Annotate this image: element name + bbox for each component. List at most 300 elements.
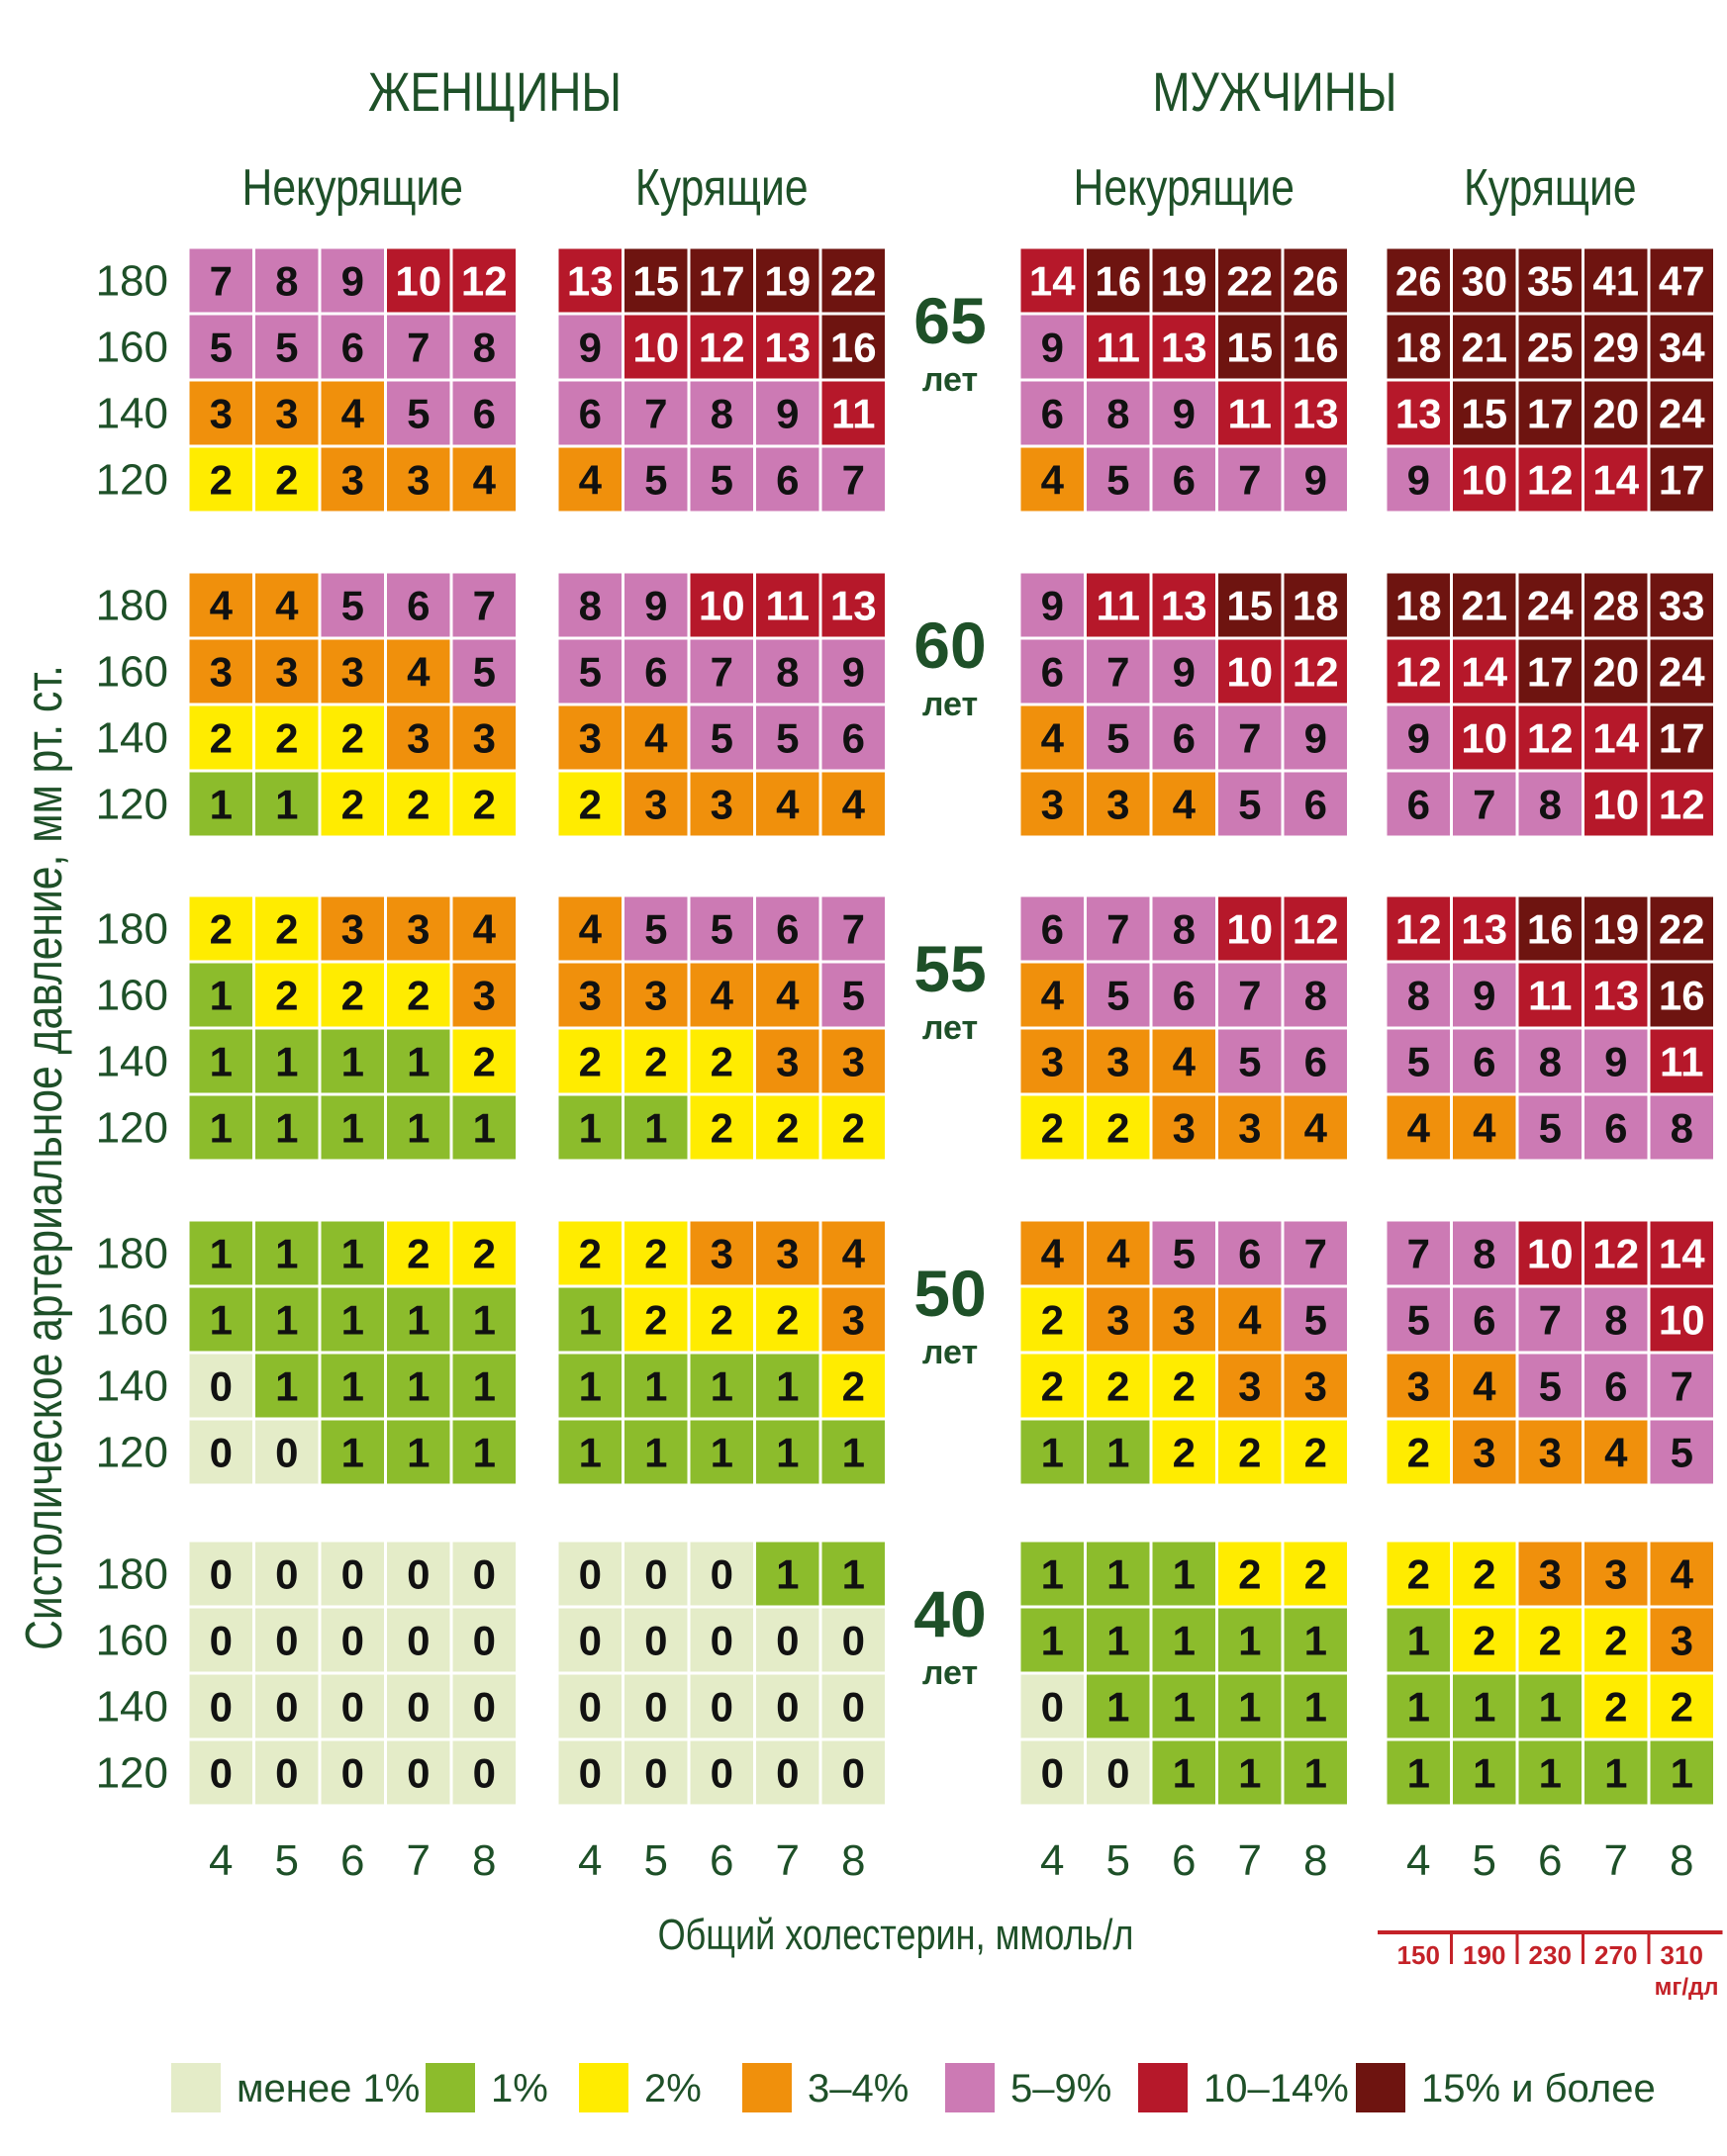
risk-value-label: 41 <box>1592 257 1640 305</box>
risk-value-label: 29 <box>1592 324 1640 371</box>
risk-value-label: 0 <box>340 1749 364 1797</box>
risk-value-label: 1 <box>1406 1749 1430 1797</box>
legend-item <box>171 2063 420 2112</box>
risk-value-label: 19 <box>1160 257 1207 305</box>
risk-value-label: 0 <box>776 1683 800 1731</box>
risk-value-label: 12 <box>1526 714 1574 762</box>
age-group-40 <box>96 1541 1715 1806</box>
risk-value-label: 3 <box>776 1038 800 1085</box>
risk-value-label: 15 <box>1461 390 1508 437</box>
risk-value-label: 20 <box>1592 390 1640 437</box>
risk-value-label: 6 <box>776 456 800 504</box>
risk-value-label: 16 <box>1292 324 1339 371</box>
risk-value-label: 2 <box>1172 1362 1196 1410</box>
legend-label: 10–14% <box>1203 2067 1349 2110</box>
risk-value-label: 2 <box>644 1230 668 1277</box>
risk-value-label: 1 <box>1538 1749 1562 1797</box>
risk-value-label: 6 <box>1473 1296 1496 1344</box>
risk-value-label: 1 <box>209 972 233 1019</box>
grid-men-nonsmoking <box>1019 895 1349 1161</box>
legend-item <box>945 2063 1111 2112</box>
y-tick-label: 160 <box>95 1616 168 1665</box>
risk-value-label: 1 <box>1670 1749 1693 1797</box>
risk-value-label: 0 <box>841 1683 865 1731</box>
y-tick-label: 140 <box>95 1682 168 1732</box>
risk-value-label: 3 <box>1040 781 1064 828</box>
risk-value-label: 3 <box>275 390 299 437</box>
risk-value-label: 12 <box>1292 905 1339 953</box>
risk-value-label: 3 <box>644 972 668 1019</box>
risk-value-label: 10 <box>395 257 442 305</box>
risk-value-label: 13 <box>1160 582 1207 629</box>
x-tick-label: 4 <box>1406 1836 1431 1885</box>
risk-value-label: 6 <box>578 390 602 437</box>
risk-value-label: 18 <box>1394 324 1442 371</box>
risk-value-label: 0 <box>472 1749 496 1797</box>
risk-value-label: 4 <box>340 390 364 437</box>
risk-value-label: 6 <box>841 714 865 762</box>
risk-value-label: 4 <box>472 905 496 953</box>
risk-value-label: 6 <box>1238 1230 1262 1277</box>
risk-value-label: 3 <box>209 648 233 696</box>
risk-value-label: 0 <box>644 1683 668 1731</box>
risk-value-label: 35 <box>1526 257 1574 305</box>
risk-value-label: 5 <box>1538 1104 1562 1152</box>
y-tick-label: 140 <box>95 389 168 438</box>
y-tick-label: 120 <box>95 1748 168 1798</box>
risk-value-label: 1 <box>407 1104 431 1152</box>
risk-value-label: 5 <box>209 324 233 371</box>
risk-value-label: 5 <box>644 905 668 953</box>
legend-item <box>579 2063 702 2112</box>
risk-value-label: 0 <box>578 1683 602 1731</box>
subtitle-women-smoking: Курящие <box>634 159 809 218</box>
legend-label: 2% <box>644 2067 702 2110</box>
risk-value-label: 1 <box>578 1362 602 1410</box>
risk-value-label: 7 <box>1473 781 1496 828</box>
risk-value-label: 10 <box>1592 781 1640 828</box>
risk-value-label: 24 <box>1526 582 1574 629</box>
risk-value-label: 4 <box>209 582 233 629</box>
risk-value-label: 0 <box>644 1617 668 1664</box>
risk-value-label: 18 <box>1394 582 1442 629</box>
x-tick-label: 7 <box>1237 1836 1262 1885</box>
legend-swatch <box>742 2063 792 2112</box>
risk-value-label: 1 <box>578 1104 602 1152</box>
risk-value-label: 13 <box>1160 324 1207 371</box>
risk-value-label: 4 <box>1172 781 1196 828</box>
risk-value-label: 3 <box>1172 1104 1196 1152</box>
risk-value-label: 1 <box>776 1550 800 1598</box>
risk-value-label: 4 <box>407 648 431 696</box>
risk-value-label: 4 <box>1040 1230 1064 1277</box>
risk-value-label: 9 <box>644 582 668 629</box>
risk-value-label: 2 <box>1303 1550 1327 1598</box>
age-unit-label: лет <box>921 1654 979 1692</box>
risk-value-label: 4 <box>1238 1296 1262 1344</box>
risk-value-label: 8 <box>1670 1104 1693 1152</box>
risk-value-label: 15 <box>1226 582 1274 629</box>
age-unit-label: лет <box>921 1334 979 1371</box>
risk-value-label: 3 <box>472 972 496 1019</box>
risk-value-label: 7 <box>841 905 865 953</box>
subtitle-men-nonsmoking: Некурящие <box>1073 159 1295 218</box>
risk-value-label: 1 <box>1172 1550 1196 1598</box>
risk-value-label: 1 <box>1406 1617 1430 1664</box>
risk-value-label: 7 <box>1238 972 1262 1019</box>
x-tick-label: 5 <box>1472 1836 1496 1885</box>
risk-value-label: 2 <box>1040 1104 1064 1152</box>
risk-value-label: 12 <box>1292 648 1339 696</box>
risk-value-label: 2 <box>275 972 299 1019</box>
risk-value-label: 10 <box>1658 1296 1705 1344</box>
risk-value-label: 2 <box>209 456 233 504</box>
x-tick-label: 4 <box>1040 1836 1065 1885</box>
risk-value-label: 1 <box>275 1296 299 1344</box>
risk-value-label: 16 <box>1095 257 1142 305</box>
risk-value-label: 0 <box>776 1617 800 1664</box>
unit-scale-unit: мг/дл <box>1654 1974 1719 2001</box>
legend <box>171 2063 1656 2112</box>
risk-value-label: 5 <box>1172 1230 1196 1277</box>
risk-value-label: 0 <box>578 1617 602 1664</box>
risk-value-label: 10 <box>1461 456 1508 504</box>
risk-value-label: 0 <box>1106 1749 1130 1797</box>
risk-value-label: 25 <box>1526 324 1574 371</box>
risk-value-label: 1 <box>841 1429 865 1476</box>
risk-value-label: 17 <box>698 257 745 305</box>
risk-value-label: 5 <box>275 324 299 371</box>
risk-value-label: 1 <box>209 781 233 828</box>
risk-value-label: 5 <box>1106 714 1130 762</box>
risk-value-label: 2 <box>1604 1617 1628 1664</box>
risk-value-label: 3 <box>841 1296 865 1344</box>
risk-value-label: 2 <box>1670 1683 1693 1731</box>
risk-value-label: 1 <box>275 781 299 828</box>
risk-value-label: 3 <box>1473 1429 1496 1476</box>
risk-value-label: 9 <box>776 390 800 437</box>
risk-value-label: 6 <box>644 648 668 696</box>
risk-value-label: 1 <box>1040 1550 1064 1598</box>
risk-value-label: 7 <box>710 648 733 696</box>
x-tick-label: 8 <box>841 1836 866 1885</box>
grid-women-nonsmoking <box>188 1541 518 1806</box>
risk-grids <box>96 247 1715 1806</box>
risk-value-label: 5 <box>472 648 496 696</box>
x-tick-label: 8 <box>1670 1836 1694 1885</box>
x-tick-label: 4 <box>578 1836 603 1885</box>
risk-value-label: 21 <box>1461 324 1508 371</box>
risk-value-label: 16 <box>1658 972 1705 1019</box>
risk-value-label: 3 <box>710 781 733 828</box>
risk-value-label: 6 <box>1040 648 1064 696</box>
risk-value-label: 15 <box>1226 324 1274 371</box>
risk-value-label: 14 <box>1461 648 1508 696</box>
risk-value-label: 4 <box>1040 456 1064 504</box>
risk-value-label: 5 <box>1303 1296 1327 1344</box>
risk-value-label: 1 <box>1172 1617 1196 1664</box>
risk-value-label: 19 <box>764 257 812 305</box>
risk-value-label: 0 <box>340 1683 364 1731</box>
risk-value-label: 9 <box>1172 648 1196 696</box>
y-tick-label: 180 <box>95 1549 168 1599</box>
risk-value-label: 2 <box>1238 1550 1262 1598</box>
risk-value-label: 4 <box>275 582 299 629</box>
risk-value-label: 3 <box>472 714 496 762</box>
risk-value-label: 1 <box>1303 1749 1327 1797</box>
risk-value-label: 4 <box>1303 1104 1327 1152</box>
risk-value-label: 2 <box>209 905 233 953</box>
risk-value-label: 17 <box>1526 390 1574 437</box>
risk-value-label: 1 <box>1106 1617 1130 1664</box>
risk-value-label: 2 <box>1238 1429 1262 1476</box>
risk-value-label: 3 <box>407 905 431 953</box>
risk-value-label: 4 <box>472 456 496 504</box>
risk-value-label: 10 <box>1226 905 1274 953</box>
age-unit-label: лет <box>921 686 979 723</box>
risk-value-label: 30 <box>1461 257 1508 305</box>
risk-value-label: 2 <box>472 1038 496 1085</box>
age-label: 60 <box>913 609 987 682</box>
risk-value-label: 8 <box>1303 972 1327 1019</box>
risk-value-label: 6 <box>1473 1038 1496 1085</box>
risk-value-label: 7 <box>472 582 496 629</box>
grid-women-nonsmoking <box>188 895 518 1161</box>
legend-item <box>742 2063 909 2112</box>
risk-value-label: 3 <box>1106 1038 1130 1085</box>
risk-value-label: 1 <box>1040 1617 1064 1664</box>
risk-value-label: 3 <box>1303 1362 1327 1410</box>
x-tick-label: 7 <box>1603 1836 1628 1885</box>
risk-value-label: 5 <box>1406 1038 1430 1085</box>
risk-value-label: 4 <box>644 714 668 762</box>
risk-value-label: 14 <box>1592 714 1640 762</box>
risk-value-label: 1 <box>209 1104 233 1152</box>
risk-value-label: 24 <box>1658 390 1705 437</box>
risk-value-label: 7 <box>1238 456 1262 504</box>
risk-value-label: 0 <box>841 1749 865 1797</box>
risk-value-label: 12 <box>1394 648 1442 696</box>
risk-value-label: 5 <box>841 972 865 1019</box>
risk-value-label: 3 <box>578 714 602 762</box>
risk-value-label: 1 <box>1473 1749 1496 1797</box>
risk-value-label: 1 <box>209 1230 233 1277</box>
risk-value-label: 2 <box>1040 1362 1064 1410</box>
y-tick-label: 140 <box>95 1361 168 1411</box>
unit-scale-value: 310 <box>1660 1940 1703 1970</box>
risk-value-label: 12 <box>1592 1230 1640 1277</box>
risk-value-label: 14 <box>1658 1230 1705 1277</box>
risk-value-label: 7 <box>1106 648 1130 696</box>
risk-value-label: 0 <box>710 1550 733 1598</box>
risk-value-label: 2 <box>644 1296 668 1344</box>
risk-value-label: 0 <box>776 1749 800 1797</box>
risk-value-label: 9 <box>841 648 865 696</box>
risk-value-label: 2 <box>340 972 364 1019</box>
risk-value-label: 2 <box>1473 1617 1496 1664</box>
legend-label: менее 1% <box>237 2067 421 2110</box>
risk-value-label: 12 <box>1394 905 1442 953</box>
risk-value-label: 0 <box>209 1429 233 1476</box>
risk-value-label: 3 <box>1604 1550 1628 1598</box>
risk-value-label: 1 <box>1040 1429 1064 1476</box>
risk-value-label: 9 <box>578 324 602 371</box>
risk-value-label: 9 <box>1604 1038 1628 1085</box>
risk-value-label: 6 <box>776 905 800 953</box>
risk-value-label: 24 <box>1658 648 1705 696</box>
risk-value-label: 14 <box>1592 456 1640 504</box>
risk-value-label: 1 <box>578 1296 602 1344</box>
y-tick-label: 160 <box>95 971 168 1020</box>
grid-men-smoking <box>1386 572 1715 837</box>
risk-value-label: 1 <box>340 1104 364 1152</box>
risk-value-label: 2 <box>1538 1617 1562 1664</box>
risk-value-label: 22 <box>1658 905 1705 953</box>
risk-value-label: 2 <box>1406 1429 1430 1476</box>
y-tick-label: 160 <box>95 1295 168 1345</box>
grid-men-nonsmoking <box>1019 572 1349 837</box>
risk-value-label: 2 <box>710 1104 733 1152</box>
risk-value-label: 13 <box>1394 390 1442 437</box>
risk-value-label: 5 <box>1406 1296 1430 1344</box>
risk-value-label: 17 <box>1526 648 1574 696</box>
risk-value-label: 6 <box>1604 1104 1628 1152</box>
risk-value-label: 1 <box>1238 1617 1262 1664</box>
risk-value-label: 6 <box>1172 714 1196 762</box>
risk-value-label: 1 <box>710 1362 733 1410</box>
risk-value-label: 0 <box>710 1617 733 1664</box>
x-tick-label: 6 <box>710 1836 734 1885</box>
y-tick-label: 140 <box>95 713 168 763</box>
grid-men-nonsmoking <box>1019 1220 1349 1485</box>
risk-value-label: 4 <box>776 781 800 828</box>
risk-value-label: 0 <box>407 1617 431 1664</box>
risk-value-label: 0 <box>578 1550 602 1598</box>
risk-value-label: 1 <box>407 1362 431 1410</box>
risk-value-label: 3 <box>644 781 668 828</box>
risk-value-label: 1 <box>407 1296 431 1344</box>
risk-value-label: 1 <box>340 1429 364 1476</box>
risk-value-label: 2 <box>1106 1104 1130 1152</box>
risk-value-label: 1 <box>209 1296 233 1344</box>
risk-value-label: 7 <box>841 456 865 504</box>
risk-value-label: 0 <box>407 1550 431 1598</box>
risk-value-label: 9 <box>1303 456 1327 504</box>
risk-value-label: 9 <box>340 257 364 305</box>
y-tick-label: 160 <box>95 323 168 372</box>
risk-value-label: 4 <box>841 1230 865 1277</box>
risk-value-label: 7 <box>209 257 233 305</box>
chart-headers <box>242 61 1637 217</box>
risk-value-label: 0 <box>472 1617 496 1664</box>
risk-value-label: 3 <box>340 905 364 953</box>
risk-value-label: 6 <box>1406 781 1430 828</box>
risk-value-label: 16 <box>829 324 877 371</box>
risk-value-label: 1 <box>1106 1429 1130 1476</box>
risk-value-label: 1 <box>1106 1683 1130 1731</box>
risk-value-label: 2 <box>1172 1429 1196 1476</box>
risk-value-label: 2 <box>1406 1550 1430 1598</box>
grid-men-smoking <box>1386 895 1715 1161</box>
risk-value-label: 3 <box>578 972 602 1019</box>
risk-value-label: 1 <box>340 1362 364 1410</box>
risk-value-label: 4 <box>710 972 733 1019</box>
risk-value-label: 2 <box>1106 1362 1130 1410</box>
grid-women-nonsmoking <box>188 247 518 513</box>
age-group-55 <box>96 895 1715 1161</box>
risk-value-label: 5 <box>644 456 668 504</box>
risk-value-label: 7 <box>407 324 431 371</box>
risk-value-label: 1 <box>776 1429 800 1476</box>
risk-value-label: 9 <box>1040 324 1064 371</box>
risk-value-label: 8 <box>1172 905 1196 953</box>
risk-value-label: 2 <box>776 1296 800 1344</box>
legend-item <box>1138 2063 1349 2112</box>
unit-scale-value: 270 <box>1594 1940 1638 1970</box>
risk-value-label: 2 <box>340 714 364 762</box>
risk-value-label: 16 <box>1526 905 1574 953</box>
risk-value-label: 2 <box>340 781 364 828</box>
risk-value-label: 1 <box>578 1429 602 1476</box>
legend-swatch <box>1138 2063 1188 2112</box>
risk-value-label: 0 <box>340 1617 364 1664</box>
risk-value-label: 1 <box>340 1038 364 1085</box>
risk-value-label: 22 <box>1226 257 1274 305</box>
risk-value-label: 3 <box>1172 1296 1196 1344</box>
risk-value-label: 0 <box>275 1617 299 1664</box>
risk-value-label: 9 <box>1040 582 1064 629</box>
grid-men-nonsmoking <box>1019 247 1349 513</box>
risk-value-label: 2 <box>275 905 299 953</box>
risk-value-label: 4 <box>1172 1038 1196 1085</box>
risk-value-label: 5 <box>710 905 733 953</box>
age-label: 65 <box>913 284 987 357</box>
risk-value-label: 3 <box>776 1230 800 1277</box>
risk-value-label: 11 <box>1096 582 1140 629</box>
risk-value-label: 4 <box>1670 1550 1693 1598</box>
age-label: 55 <box>913 932 987 1005</box>
risk-value-label: 22 <box>829 257 877 305</box>
risk-value-label: 2 <box>1040 1296 1064 1344</box>
risk-value-label: 5 <box>340 582 364 629</box>
legend-label: 3–4% <box>808 2067 910 2110</box>
risk-value-label: 0 <box>472 1550 496 1598</box>
risk-value-label: 7 <box>1303 1230 1327 1277</box>
risk-value-label: 2 <box>644 1038 668 1085</box>
risk-value-label: 3 <box>1238 1104 1262 1152</box>
legend-label: 15% и более <box>1421 2067 1656 2110</box>
x-tick-label: 8 <box>1303 1836 1328 1885</box>
risk-value-label: 1 <box>1238 1683 1262 1731</box>
risk-value-label: 1 <box>776 1362 800 1410</box>
risk-value-label: 8 <box>578 582 602 629</box>
risk-value-label: 0 <box>1040 1683 1064 1731</box>
risk-value-label: 1 <box>1473 1683 1496 1731</box>
risk-value-label: 9 <box>1172 390 1196 437</box>
risk-value-label: 0 <box>710 1683 733 1731</box>
risk-value-label: 19 <box>1592 905 1640 953</box>
legend-swatch <box>426 2063 475 2112</box>
risk-value-label: 6 <box>1604 1362 1628 1410</box>
grid-men-smoking <box>1386 247 1715 513</box>
risk-value-label: 0 <box>340 1550 364 1598</box>
risk-value-label: 5 <box>578 648 602 696</box>
grid-men-nonsmoking <box>1019 1541 1349 1806</box>
risk-value-label: 6 <box>1040 905 1064 953</box>
risk-value-label: 8 <box>710 390 733 437</box>
risk-value-label: 3 <box>340 456 364 504</box>
risk-value-label: 11 <box>831 390 876 437</box>
